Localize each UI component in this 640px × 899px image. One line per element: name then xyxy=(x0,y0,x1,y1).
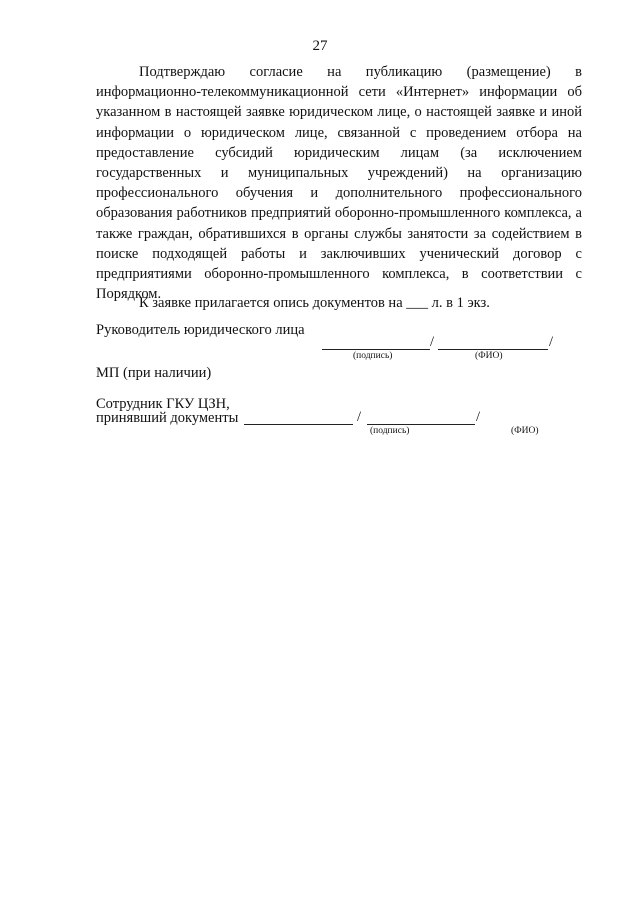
head-label: Руководитель юридического лица xyxy=(96,322,305,338)
employee-name-caption: (ФИО) xyxy=(511,426,539,436)
consent-paragraph: Подтверждаю согласие на публикацию (размещение) в информационно-телекоммуникационной сети «Интернет» информации об указанном в настоящей заявке юридическом лице, о настоящей заявке и иной информации о юридическом лице, связанной с проведением отбора на предоставление субсидий юридическим лицам (за исключением государственных и муниципальных учреждений) на организацию профессионального обучения и дополнительного профессионального образования работников предприятий оборонно-промышленного комплекса, а также граждан, обратившихся в органы службы занятости за содействием в поиске подходящей работы и заключивших ученический договор с предприятиями оборонно-промышленного комплекса, в соответствии с Порядком. xyxy=(96,64,582,303)
head-separator-1: / xyxy=(430,334,435,350)
employee-separator-1: / xyxy=(357,409,362,425)
head-signature-line xyxy=(322,349,430,350)
employee-label-line1: Сотрудник ГКУ ЦЗН, xyxy=(96,396,230,412)
head-name-caption: (ФИО) xyxy=(475,351,503,361)
employee-label-line2: принявший документы xyxy=(96,410,239,426)
head-name-line xyxy=(438,349,548,350)
page-number: 27 xyxy=(312,38,328,54)
stamp-label: МП (при наличии) xyxy=(96,365,212,381)
attachment-line: К заявке прилагается опись документов на ___ л. в 1 экз. xyxy=(139,295,490,311)
head-separator-2: / xyxy=(549,334,554,350)
employee-separator-2: / xyxy=(476,409,481,425)
employee-signature-line xyxy=(244,424,353,425)
employee-name-line xyxy=(367,424,475,425)
employee-signature-caption: (подпись) xyxy=(370,426,410,436)
head-signature-caption: (подпись) xyxy=(353,351,393,361)
